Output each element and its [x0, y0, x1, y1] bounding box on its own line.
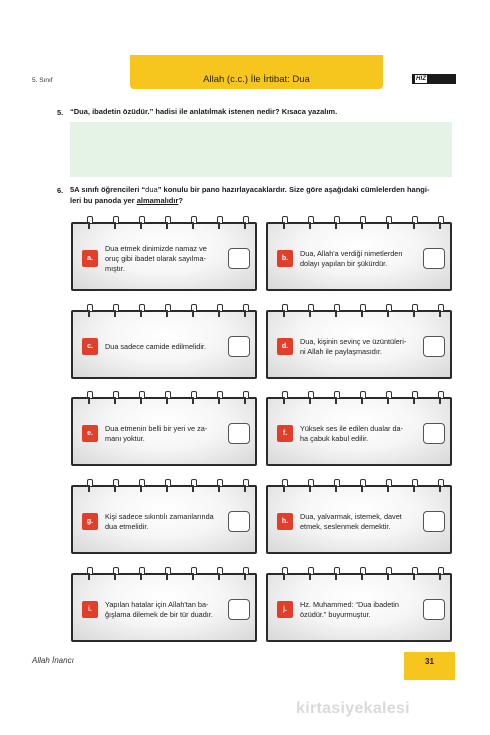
binder-rings [268, 216, 450, 230]
binder-ring [139, 479, 143, 492]
statement-card-b [266, 222, 452, 291]
option-badge: h. [277, 513, 293, 530]
binder-ring [243, 216, 247, 229]
publisher-logo [412, 74, 456, 92]
statement-card-h [266, 485, 452, 554]
binder-ring [282, 391, 286, 404]
unit-name: Allah İnancı [32, 656, 74, 665]
binder-ring [139, 567, 143, 580]
binder-ring [438, 391, 442, 404]
binder-ring [412, 304, 416, 317]
binder-ring [386, 304, 390, 317]
binder-rings [73, 567, 255, 581]
statement-line: manı yoktur. [105, 434, 145, 443]
answer-checkbox[interactable] [228, 511, 250, 532]
statement-text [105, 342, 225, 352]
option-badge: i. [82, 601, 98, 618]
statement-line: özüdür.” buyurmuştur. [300, 610, 371, 619]
binder-ring [438, 479, 442, 492]
binder-rings [73, 304, 255, 318]
binder-ring [282, 304, 286, 317]
answer-area[interactable] [70, 122, 452, 177]
binder-ring [113, 567, 117, 580]
grade-label: 5. Sınıf [32, 77, 53, 84]
binder-rings [73, 479, 255, 493]
statement-text [300, 249, 420, 269]
binder-ring [87, 216, 91, 229]
question-6-quote: dua [145, 185, 158, 194]
binder-ring [191, 216, 195, 229]
binder-ring [217, 567, 221, 580]
binder-rings [73, 391, 255, 405]
statement-text [300, 424, 420, 444]
binder-ring [165, 304, 169, 317]
binder-ring [243, 304, 247, 317]
publisher-prefix: HIZ [416, 76, 427, 82]
statement-line: Dua, yalvarmak, istemek, davet [300, 512, 402, 521]
answer-checkbox[interactable] [228, 423, 250, 444]
binder-ring [113, 479, 117, 492]
statement-line: Dua, Allah'a verdiği nimetlerden [300, 249, 403, 258]
statement-text [105, 244, 225, 274]
answer-checkbox[interactable] [228, 248, 250, 269]
answer-checkbox[interactable] [423, 511, 445, 532]
statement-text [105, 512, 225, 532]
option-badge: b. [277, 250, 293, 267]
question-6-number: 6. [57, 186, 64, 195]
answer-checkbox[interactable] [228, 336, 250, 357]
binder-ring [217, 216, 221, 229]
statement-line: Dua, kişinin sevinç ve üzüntüleri- [300, 337, 407, 346]
binder-ring [87, 567, 91, 580]
binder-ring [191, 304, 195, 317]
binder-rings [268, 479, 450, 493]
binder-ring [412, 479, 416, 492]
binder-ring [412, 567, 416, 580]
statement-line: Yapılan hatalar için Allah'tan ba- [105, 600, 209, 609]
question-6-underlined: almamalıdır [136, 196, 179, 205]
binder-ring [165, 479, 169, 492]
binder-ring [360, 479, 364, 492]
binder-ring [438, 304, 442, 317]
question-6-text [70, 184, 455, 206]
binder-ring [113, 391, 117, 404]
binder-ring [308, 304, 312, 317]
binder-ring [412, 216, 416, 229]
answer-checkbox[interactable] [423, 423, 445, 444]
binder-rings [268, 391, 450, 405]
binder-ring [191, 479, 195, 492]
binder-ring [360, 216, 364, 229]
statement-line: Hz. Muhammed: “Dua ibadetin [300, 600, 399, 609]
statement-text [105, 600, 225, 620]
binder-ring [165, 391, 169, 404]
page-number: 31 [425, 657, 434, 666]
binder-ring [308, 567, 312, 580]
binder-ring [191, 567, 195, 580]
option-badge: e. [82, 425, 98, 442]
binder-ring [139, 304, 143, 317]
binder-ring [308, 479, 312, 492]
page-title: Allah (c.c.) İle İrtibat: Dua [203, 74, 310, 85]
binder-ring [386, 391, 390, 404]
question-6-line2 [70, 195, 455, 206]
binder-ring [360, 391, 364, 404]
binder-ring [87, 479, 91, 492]
question-6-line1-b: ” konulu bir pano hazırlayacaklardır. Size göre aşağıdaki cümlelerden hangi- [157, 185, 430, 194]
binder-ring [334, 391, 338, 404]
statement-line: dua etmelidir. [105, 522, 149, 531]
binder-ring [360, 304, 364, 317]
statement-line: Kişi sadece sıkıntılı zamanlarında [105, 512, 214, 521]
binder-ring [308, 391, 312, 404]
statement-card-e [71, 397, 257, 466]
question-5-number: 5. [57, 108, 64, 117]
option-badge: j. [277, 601, 293, 618]
binder-rings [73, 216, 255, 230]
binder-ring [282, 567, 286, 580]
binder-ring [243, 479, 247, 492]
binder-ring [217, 391, 221, 404]
statement-line: ğışlama dilemek de bir tür duadır. [105, 610, 213, 619]
question-6-line1 [70, 184, 455, 195]
answer-checkbox[interactable] [423, 599, 445, 620]
statement-line: Dua sadece camide edilmelidir. [105, 342, 206, 351]
statement-text [300, 337, 420, 357]
statement-line: Yüksek ses ile edilen dualar da- [300, 424, 404, 433]
statement-card-g [71, 485, 257, 554]
question-6-line1-a: 5A sınıfı öğrencileri “ [70, 185, 146, 194]
question-5-text [70, 106, 337, 117]
option-badge: g. [82, 513, 98, 530]
binder-ring [386, 567, 390, 580]
binder-ring [282, 216, 286, 229]
binder-ring [412, 391, 416, 404]
answer-checkbox[interactable] [423, 248, 445, 269]
statement-text [300, 512, 420, 532]
binder-ring [386, 216, 390, 229]
option-badge: d. [277, 338, 293, 355]
binder-ring [334, 216, 338, 229]
binder-ring [243, 567, 247, 580]
option-badge: c. [82, 338, 98, 355]
watermark: kirtasiyekalesi [296, 700, 410, 717]
binder-ring [438, 567, 442, 580]
answer-checkbox[interactable] [423, 336, 445, 357]
binder-ring [243, 391, 247, 404]
question-6-line2-b: ? [178, 196, 183, 205]
statement-card-a [71, 222, 257, 291]
statement-card-j [266, 573, 452, 642]
binder-ring [308, 216, 312, 229]
binder-rings [268, 304, 450, 318]
option-badge: f. [277, 425, 293, 442]
statement-line: mıştır. [105, 264, 125, 273]
statement-line: oruç gibi ibadet olarak sayılma- [105, 254, 206, 263]
binder-ring [334, 479, 338, 492]
statement-card-c [71, 310, 257, 379]
statement-line: Dua etmek dinimizde namaz ve [105, 244, 207, 253]
binder-ring [113, 216, 117, 229]
statement-line: Dua etmenin belli bir yeri ve za- [105, 424, 208, 433]
question-5-rest: hadisi ile anlatılmak istenen nedir? Kısaca yazalım. [153, 107, 338, 116]
binder-ring [438, 216, 442, 229]
binder-ring [334, 567, 338, 580]
statement-card-i [71, 573, 257, 642]
answer-checkbox[interactable] [228, 599, 250, 620]
statement-text [300, 600, 420, 620]
binder-ring [386, 479, 390, 492]
option-badge: a. [82, 250, 98, 267]
binder-ring [165, 567, 169, 580]
binder-ring [87, 304, 91, 317]
binder-ring [139, 391, 143, 404]
question-6-line2-a: leri bu panoda yer [70, 196, 137, 205]
statement-card-f [266, 397, 452, 466]
binder-ring [113, 304, 117, 317]
binder-ring [87, 391, 91, 404]
question-5-quote: “Dua, ibadetin özüdür.” [70, 107, 154, 116]
binder-ring [191, 391, 195, 404]
statement-line: dolayı yapılan bir şükürdür. [300, 259, 388, 268]
publisher-suffix: YAYINLARI [415, 86, 449, 92]
statement-text [105, 424, 225, 444]
binder-ring [334, 304, 338, 317]
binder-ring [217, 479, 221, 492]
binder-ring [360, 567, 364, 580]
binder-ring [165, 216, 169, 229]
statement-line: etmek, seslenmek demektir. [300, 522, 391, 531]
statement-line: ha çabuk kabul edilir. [300, 434, 369, 443]
binder-rings [268, 567, 450, 581]
binder-ring [139, 216, 143, 229]
binder-ring [217, 304, 221, 317]
binder-ring [282, 479, 286, 492]
statement-line: ni Allah ile paylaşmasıdır. [300, 347, 382, 356]
statement-card-d [266, 310, 452, 379]
